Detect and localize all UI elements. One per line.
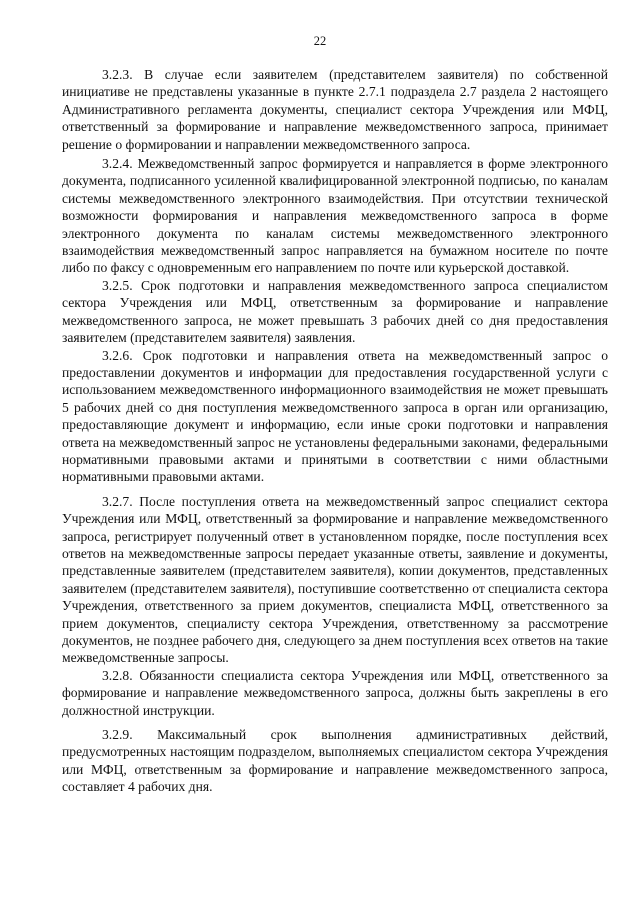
paragraph-3-2-9: 3.2.9. Максимальный срок выполнения административных действий, предусмотренных настоящим подразделом, выполняемых специалистом сектора Учреждения или МФЦ, ответственным за формирование и направление межведомственного запроса, составляет 4 рабочих дня. [62,727,608,795]
document-body [62,66,608,796]
paragraph-3-2-3: 3.2.3. В случае если заявителем (представителем заявителя) по собственной инициативе не представлены указанные в пункте 2.7.1 подраздела 2.7 раздела 2 настоящего Административного регламента документы, специалист сектора Учреждения или МФЦ, ответственный за формирование и направление межведомственного запроса, принимает решение о формировании и направлении межведомственного запроса. [62,67,608,152]
paragraph-3-2-6: 3.2.6. Срок подготовки и направления ответа на межведомственный запрос о предоставлении документов и информации для предоставления государственной услуги с использованием межведомственного информационного взаимодействия не может превышать 5 рабочих дней со дня поступления межведомственного запроса в орган или организацию, предоставляющие документ и информацию, если иные сроки подготовки и направления ответа на межведомственный запрос не установлены федеральными законами, федеральными нормативными правовыми актами и принятыми в соответствии с ними областными нормативными правовыми актами. [62,347,608,485]
paragraph-3-2-5: 3.2.5. Срок подготовки и направления межведомственного запроса специалистом сектора Учреждения или МФЦ, ответственным за формирование и направление межведомственного запроса, не может превышать 3 рабочих дней со дня предоставления заявителем (представителем заявителя) заявления. [62,277,608,346]
paragraph-3-2-8: 3.2.8. Обязанности специалиста сектора Учреждения или МФЦ, ответственного за формирование и направление межведомственного запроса, должны быть закреплены в его должностной инструкции. [62,667,608,718]
paragraph-3-2-4: 3.2.4. Межведомственный запрос формируется и направляется в форме электронного документа, подписанного усиленной квалифицированной электронной подписью, по каналам системы межведомственного электронного взаимодействия. При отсутствии технической возможности формирования и направления межведомственного запроса в форме электронного документа по каналам системы межведомственного электронного взаимодействия межведомственный запрос направляется на бумажном носителе по почте либо по факсу с одновременным его направлением по почте или курьерской доставкой. [62,156,608,276]
paragraph-3-2-7: 3.2.7. После поступления ответа на межведомственный запрос специалист сектора Учреждения или МФЦ, ответственный за формирование и направление межведомственного запроса, регистрирует полученный ответ в установленном порядке, после поступления всех ответов на межведомственные запросы передает указанные ответы, заявление и документы, представленные заявителем (представителем заявителя), копии документов, представленных заявителем (представителем заявителя), поступившие соответственно от специалиста сектора Учреждения, ответственного за прием документов, специалиста МФЦ, ответственного за прием документов, специалисту сектора Учреждения, ответственному за рассмотрение документов, не позднее рабочего дня, следующего за днем поступления всех ответов на такие межведомственные запросы. [62,493,608,666]
page-number: 22 [313,34,327,48]
